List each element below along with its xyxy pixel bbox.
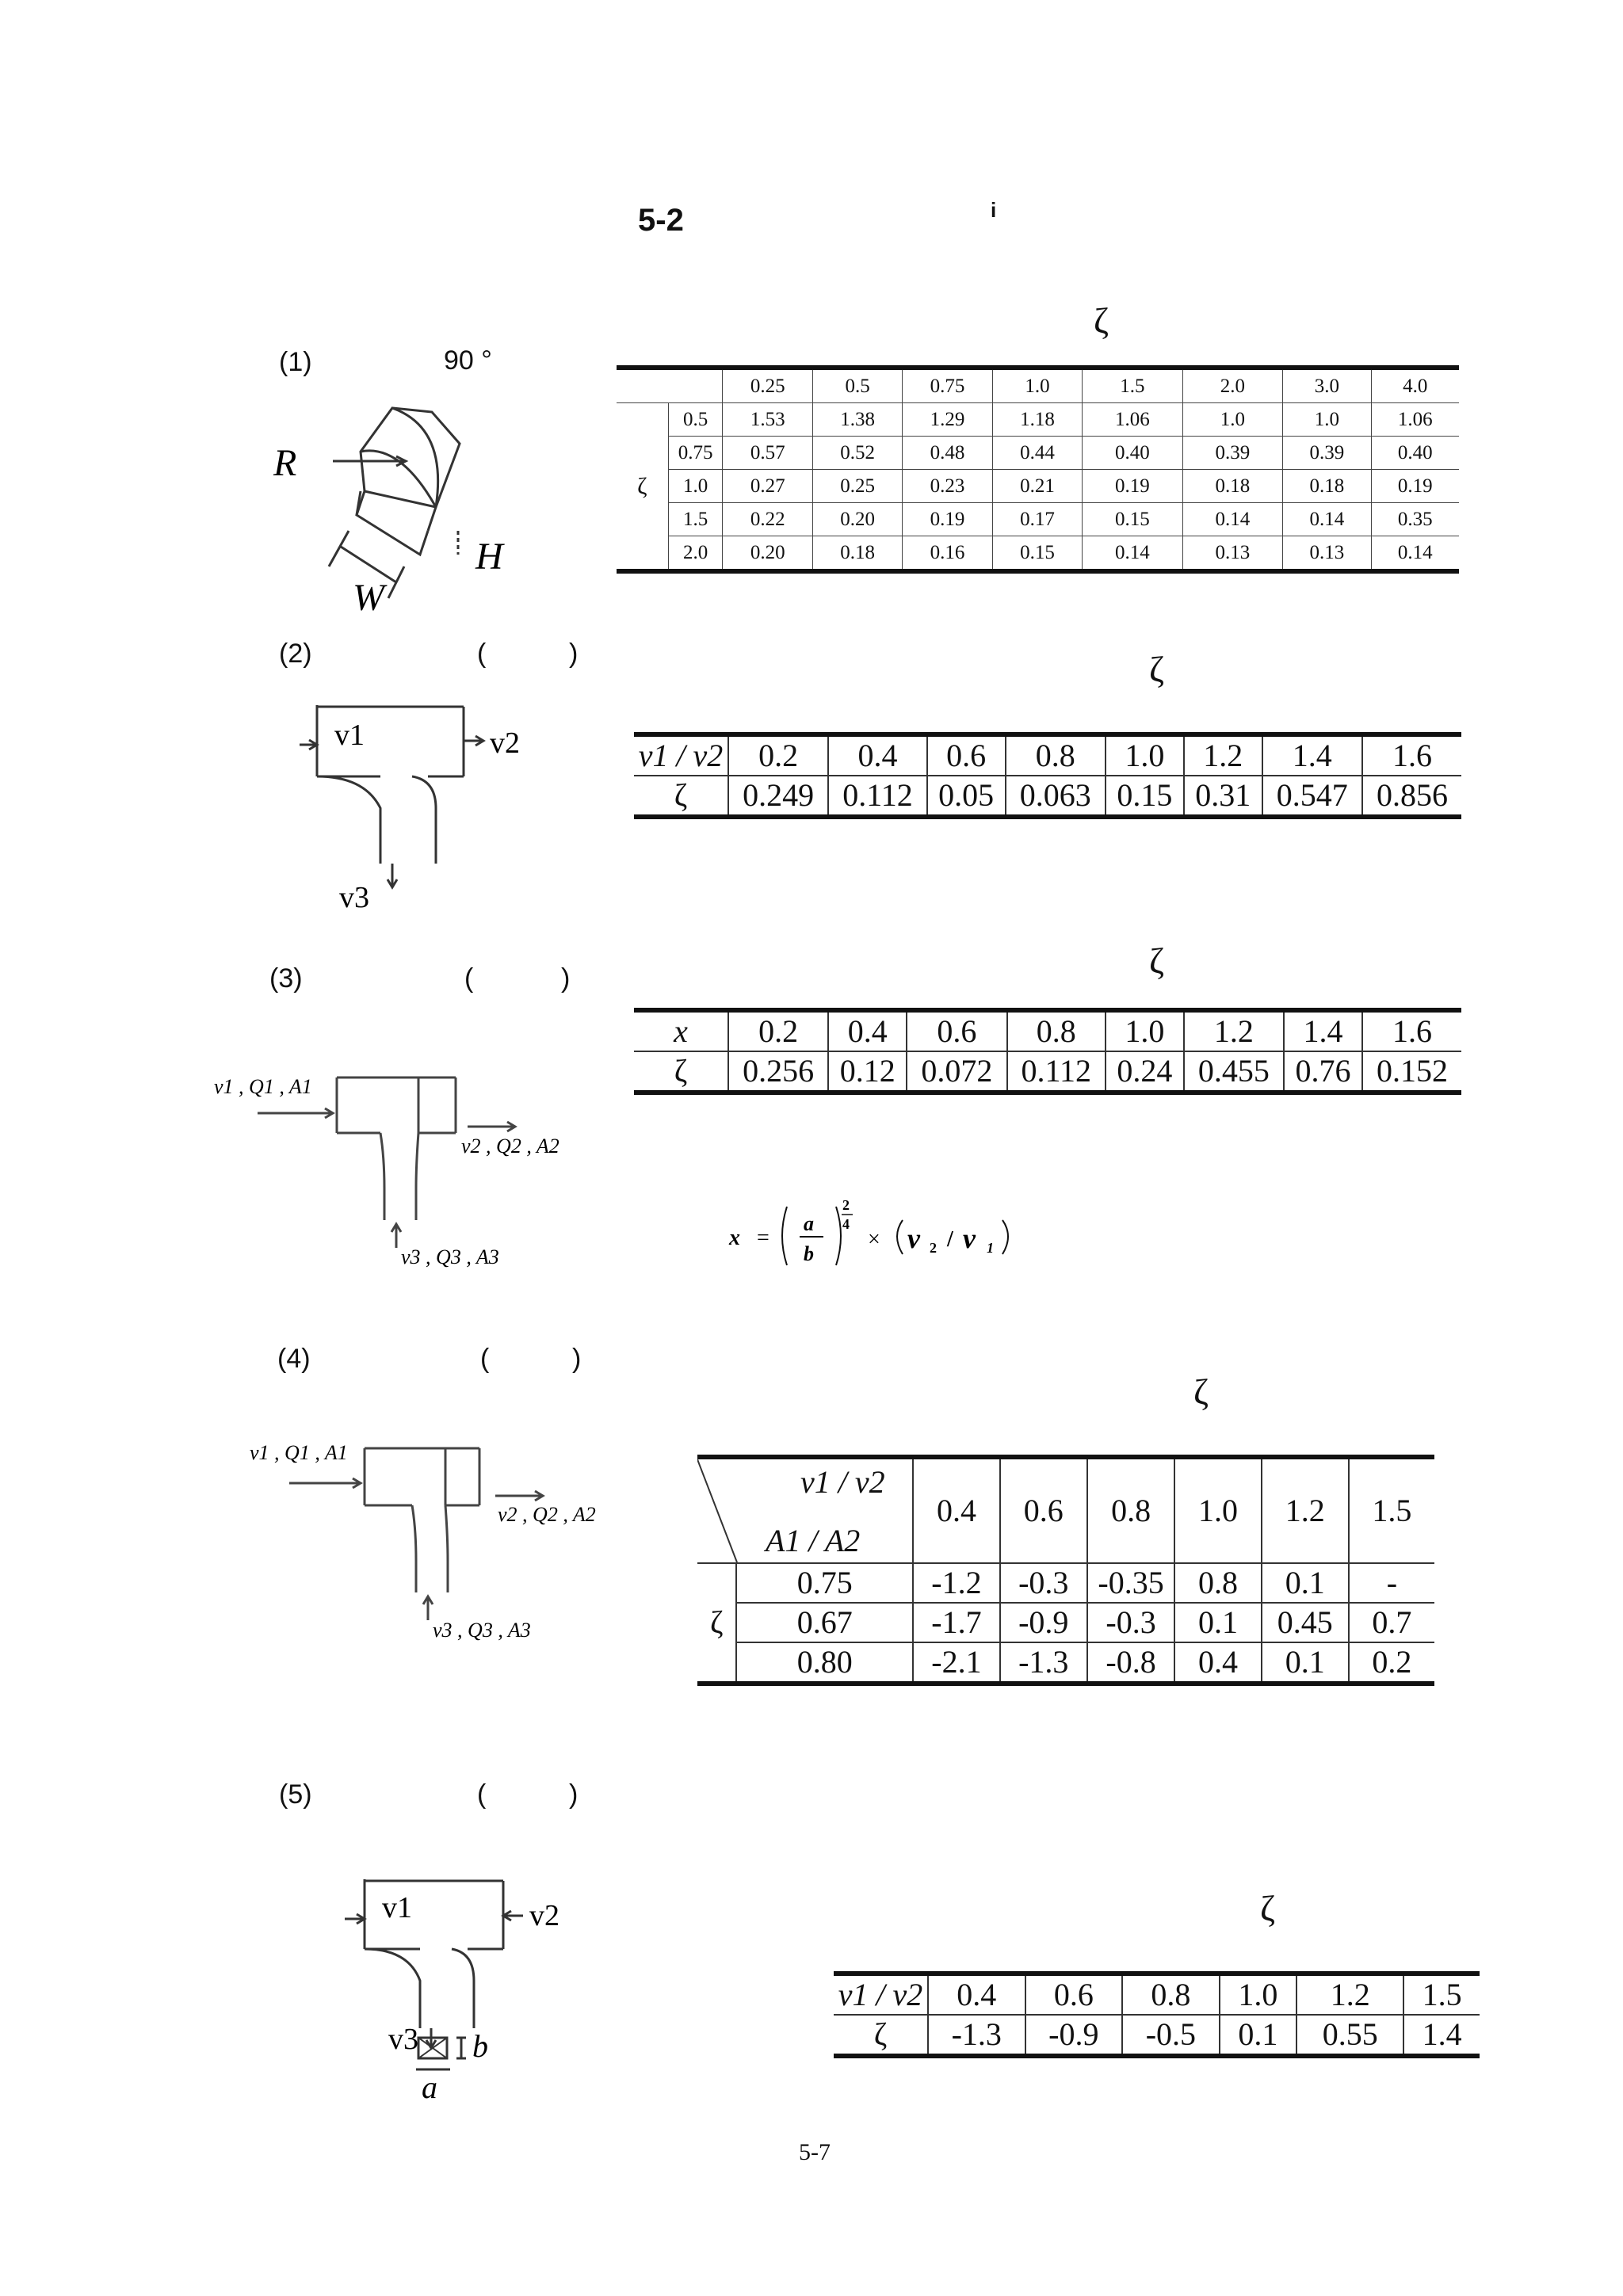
fig3-inlet-label: v1 , Q1 , A1 [214, 1075, 312, 1098]
table-cell: 0.17 [992, 503, 1082, 536]
table-cell: 0.39 [1283, 437, 1371, 470]
table-cell: 1.5 [1349, 1457, 1434, 1563]
table-cell: 0.80 [736, 1642, 913, 1684]
table-cell: 0.40 [1083, 437, 1182, 470]
table-cell: 2.0 [668, 536, 723, 572]
table-cell: 0.15 [992, 536, 1082, 572]
table-cell: 0.1 [1262, 1563, 1349, 1603]
table-cell: 0.8 [1122, 1974, 1220, 2015]
table-cell: 0.18 [1283, 470, 1371, 503]
table-5-title-zeta: ζ [1260, 1888, 1276, 1928]
table-cell: 0.4 [1174, 1642, 1261, 1684]
table-3-header-row [634, 1010, 1461, 1051]
table-row [617, 536, 1459, 572]
table-cell: 0.21 [992, 470, 1082, 503]
elbow-r-label: R [273, 442, 297, 484]
table-4-zeta: ζ [697, 1563, 736, 1684]
table-1 [617, 365, 1459, 574]
table-cell: 0.14 [1371, 536, 1459, 572]
section-4-paren-close: ) [572, 1344, 582, 1374]
table-1-header-row [617, 368, 1459, 403]
table-cell: - [1349, 1563, 1434, 1603]
table-cell: 0.31 [1184, 776, 1262, 817]
table-cell: 1.4 [1403, 2015, 1480, 2056]
fig2-v3-label: v3 [339, 881, 369, 911]
table-cell: -1.3 [1000, 1642, 1087, 1684]
table-cell: 0.2 [728, 734, 828, 776]
table-cell: 0.6 [1000, 1457, 1087, 1563]
table-2-v-ratio-label: v1 / v2 [634, 734, 728, 776]
table-2-zeta: ζ [634, 776, 728, 817]
table-cell: 1.4 [1284, 1010, 1362, 1051]
elbow-h-label: H [475, 536, 503, 578]
table-cell: 0.35 [1371, 503, 1459, 536]
table-cell: 0.547 [1262, 776, 1362, 817]
table-row [697, 1603, 1434, 1642]
formula-v2: v [907, 1222, 920, 1254]
formula-equals: = [757, 1226, 769, 1250]
table-cell: 1.5 [1083, 368, 1182, 403]
table-4-title-zeta: ζ [1193, 1371, 1209, 1412]
fig2-v2-label: v2 [490, 727, 520, 760]
table-cell: 1.2 [1184, 1010, 1284, 1051]
table-cell: 0.6 [1025, 1974, 1123, 2015]
table-cell: 1.6 [1362, 734, 1461, 776]
table-4-corner-cell [697, 1457, 913, 1563]
section-4-label: (4) [277, 1344, 311, 1374]
table-cell: 0.4 [928, 1974, 1025, 2015]
table-cell: 0.1 [1174, 1603, 1261, 1642]
table-cell: 0.8 [1006, 734, 1106, 776]
page-number: 5-7 [799, 2139, 831, 2165]
section-2-paren-close: ) [569, 639, 579, 669]
table-cell: 0.13 [1283, 536, 1371, 572]
table-cell: 0.1 [1220, 2015, 1297, 2056]
table-cell: 0.75 [668, 437, 723, 470]
table-cell: -0.3 [1000, 1563, 1087, 1603]
table-4-v-ratio-label: v1 / v2 [800, 1464, 885, 1500]
table-cell: 0.8 [1174, 1563, 1261, 1603]
table-cell: 0.14 [1283, 503, 1371, 536]
table-cell: 1.18 [992, 403, 1082, 437]
table-cell: 0.20 [812, 503, 902, 536]
fig5-a-label: a [422, 2069, 437, 2105]
table-cell: -1.7 [913, 1603, 1000, 1642]
table-cell: 0.55 [1296, 2015, 1403, 2056]
table-cell: 1.06 [1371, 403, 1459, 437]
table-row [697, 1642, 1434, 1684]
tee-diagram-3 [214, 1054, 594, 1276]
table-1-title-zeta: ζ [1094, 300, 1109, 341]
table-cell: 0.6 [927, 734, 1006, 776]
table-cell: 0.8 [1007, 1010, 1106, 1051]
table-cell: -1.3 [928, 2015, 1025, 2056]
formula-x [717, 1184, 1050, 1287]
table-cell: 4.0 [1371, 368, 1459, 403]
table-row [617, 403, 1459, 437]
table-3-zeta: ζ [634, 1051, 728, 1093]
table-row [617, 470, 1459, 503]
table-cell: 0.249 [728, 776, 828, 817]
fig3-branch-label: v3 , Q3 , A3 [401, 1245, 499, 1268]
tee-diagram-4 [246, 1426, 626, 1648]
tee-diagram-5 [333, 1870, 586, 2123]
formula-times: × [868, 1227, 880, 1252]
table-cell: 0.7 [1349, 1603, 1434, 1642]
table-cell: 3.0 [1283, 368, 1371, 403]
table-cell: 0.18 [812, 536, 902, 572]
table-cell: 0.152 [1362, 1051, 1461, 1093]
table-cell: 0.57 [723, 437, 812, 470]
table-5-v-ratio-label: v1 / v2 [834, 1974, 928, 2015]
table-cell: 0.48 [903, 437, 992, 470]
table-5 [834, 1971, 1480, 2058]
formula-v2-subscript: 2 [930, 1240, 937, 1256]
table-cell: 1.53 [723, 403, 812, 437]
fig5-v1-label: v1 [382, 1891, 412, 1924]
table-cell: -0.8 [1087, 1642, 1175, 1684]
table-cell: 0.12 [828, 1051, 907, 1093]
table-cell: 0.063 [1006, 776, 1106, 817]
table-cell: 0.2 [728, 1010, 828, 1051]
table-cell: 0.76 [1284, 1051, 1362, 1093]
table-cell: 0.05 [927, 776, 1006, 817]
header-mark: i [991, 198, 997, 222]
table-cell: 0.2 [1349, 1642, 1434, 1684]
table-cell: 1.0 [1220, 1974, 1297, 2015]
formula-v1-subscript: 1 [987, 1240, 994, 1256]
table-cell: 0.15 [1083, 503, 1182, 536]
section-2-label: (2) [279, 639, 312, 669]
table-row [634, 1051, 1461, 1093]
elbow-diagram [262, 396, 523, 618]
table-cell: 1.2 [1296, 1974, 1403, 2015]
table-cell: 0.23 [903, 470, 992, 503]
table-cell: 0.40 [1371, 437, 1459, 470]
table-cell: 0.45 [1262, 1603, 1349, 1642]
formula-x-lhs: x [729, 1226, 740, 1250]
formula-exp-top: 2 [842, 1197, 850, 1213]
table-cell: 0.24 [1106, 1051, 1184, 1093]
table-cell: 1.0 [1106, 1010, 1184, 1051]
table-cell: 0.18 [1182, 470, 1282, 503]
table-cell: 1.29 [903, 403, 992, 437]
fig5-v2-label: v2 [529, 1899, 559, 1932]
fig4-branch-label: v3 , Q3 , A3 [433, 1619, 531, 1642]
section-3-paren-open: ( [464, 963, 474, 994]
table-3-x-label: x [634, 1010, 728, 1051]
table-cell: 0.4 [913, 1457, 1000, 1563]
table-5-zeta: ζ [834, 2015, 928, 2056]
table-cell: 1.6 [1362, 1010, 1461, 1051]
table-cell: 0.16 [903, 536, 992, 572]
table-cell: 0.5 [668, 403, 723, 437]
table-cell: 0.19 [1083, 470, 1182, 503]
table-cell: 0.25 [812, 470, 902, 503]
table-cell: 0.14 [1182, 503, 1282, 536]
table-row [617, 503, 1459, 536]
table-cell: 0.072 [907, 1051, 1006, 1093]
table-cell: -0.3 [1087, 1603, 1175, 1642]
table-cell: 0.44 [992, 437, 1082, 470]
table-cell: 0.455 [1184, 1051, 1284, 1093]
table-cell: 1.0 [1106, 734, 1184, 776]
table-3-title-zeta: ζ [1149, 940, 1165, 981]
table-cell: -0.5 [1122, 2015, 1220, 2056]
section-1-angle: 90 ° [444, 345, 492, 376]
table-cell: 0.19 [903, 503, 992, 536]
table-cell: 0.27 [723, 470, 812, 503]
fig4-inlet-label: v1 , Q1 , A1 [250, 1441, 348, 1464]
table-cell: 0.4 [828, 1010, 907, 1051]
table-row [834, 2015, 1480, 2056]
table-cell: 1.38 [812, 403, 902, 437]
table-cell: 0.52 [812, 437, 902, 470]
table-cell: 0.67 [736, 1603, 913, 1642]
table-2 [634, 732, 1461, 819]
table-cell: -2.1 [913, 1642, 1000, 1684]
table-cell: 0.14 [1083, 536, 1182, 572]
formula-v1: v [963, 1222, 976, 1254]
table-cell: 0.6 [907, 1010, 1006, 1051]
table-cell: 0.13 [1182, 536, 1282, 572]
table-row [617, 437, 1459, 470]
table-cell: 0.5 [812, 368, 902, 403]
table-number: 5-2 [638, 203, 684, 238]
fig4-outlet-label: v2 , Q2 , A2 [498, 1503, 596, 1526]
table-cell: 0.75 [736, 1563, 913, 1603]
table-3 [634, 1008, 1461, 1095]
table-cell: 0.1 [1262, 1642, 1349, 1684]
formula-exp-bottom: 4 [842, 1216, 850, 1232]
table-cell: 2.0 [1182, 368, 1282, 403]
table-5-header-row [834, 1974, 1480, 2015]
table-cell: 0.75 [903, 368, 992, 403]
table-cell: 0.22 [723, 503, 812, 536]
table-cell: 1.0 [992, 368, 1082, 403]
section-1-label: (1) [279, 347, 312, 377]
table-row [697, 1563, 1434, 1603]
table-4-a-ratio-label: A1 / A2 [766, 1523, 861, 1558]
table-cell: 0.112 [1007, 1051, 1106, 1093]
table-cell: 0.4 [828, 734, 926, 776]
table-2-title-zeta: ζ [1149, 649, 1165, 689]
section-3-paren-close: ) [561, 963, 571, 994]
table-cell: 1.0 [668, 470, 723, 503]
table-cell: 1.0 [1174, 1457, 1261, 1563]
table-cell: 0.19 [1371, 470, 1459, 503]
table-cell: 1.06 [1083, 403, 1182, 437]
table-cell: 0.15 [1106, 776, 1184, 817]
table-cell: 0.112 [828, 776, 926, 817]
table-cell: 0.20 [723, 536, 812, 572]
table-2-header-row [634, 734, 1461, 776]
table-cell: 1.5 [668, 503, 723, 536]
table-cell: 1.4 [1262, 734, 1362, 776]
formula-numerator-a: a [804, 1212, 814, 1235]
fig2-v1-label: v1 [334, 719, 365, 752]
section-4-paren-open: ( [480, 1344, 490, 1374]
table-cell: 0.39 [1182, 437, 1282, 470]
table-1-zeta: ζ [617, 403, 668, 572]
table-cell: -1.2 [913, 1563, 1000, 1603]
table-cell: 1.0 [1283, 403, 1371, 437]
table-cell: 0.25 [723, 368, 812, 403]
tee-diagram-2 [293, 697, 531, 911]
table-cell: 1.2 [1184, 734, 1262, 776]
fig3-outlet-label: v2 , Q2 , A2 [461, 1135, 559, 1158]
table-4 [697, 1455, 1434, 1686]
table-row [634, 776, 1461, 817]
table-cell: 1.2 [1262, 1457, 1349, 1563]
section-5-paren-open: ( [477, 1779, 487, 1810]
table-cell: -0.9 [1025, 2015, 1123, 2056]
table-4-header-row [697, 1457, 1434, 1563]
table-cell: -0.9 [1000, 1603, 1087, 1642]
formula-denominator-b: b [804, 1242, 814, 1265]
section-5-label: (5) [279, 1779, 312, 1810]
section-2-paren-open: ( [477, 639, 487, 669]
table-cell: -0.35 [1087, 1563, 1175, 1603]
table-cell: 0.256 [728, 1051, 828, 1093]
fig5-v3-label: v3 [388, 2023, 418, 2056]
table-cell: 1.5 [1403, 1974, 1480, 2015]
elbow-w-label: W [353, 577, 384, 618]
fig5-b-label: b [472, 2028, 488, 2064]
section-5-paren-close: ) [569, 1779, 579, 1810]
section-3-label: (3) [269, 963, 303, 994]
table-cell: 0.8 [1087, 1457, 1175, 1563]
formula-slash: / [947, 1227, 953, 1252]
table-cell: 1.0 [1182, 403, 1282, 437]
table-cell: 0.856 [1362, 776, 1461, 817]
